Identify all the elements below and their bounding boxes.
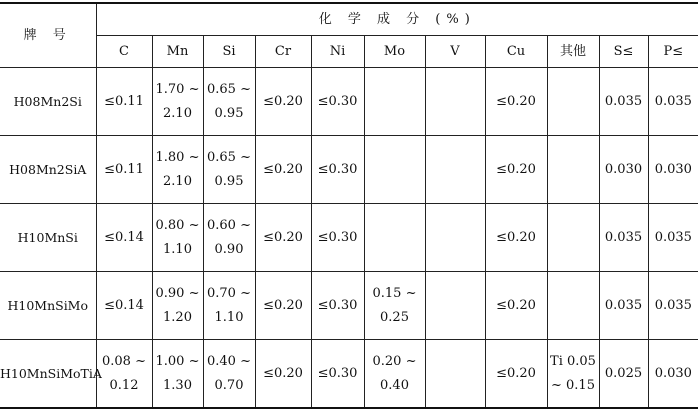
- value-line: 0.15 ~: [372, 285, 417, 301]
- value-cell-p: [648, 68, 698, 136]
- value-cell-mn: [152, 272, 203, 340]
- grade-cell: H08Mn2SiA: [0, 136, 96, 204]
- value-cell-cu: [485, 204, 547, 272]
- value-cell-cr: [255, 136, 311, 204]
- value-cell-ni: [311, 340, 364, 409]
- value-cell-cu: [485, 68, 547, 136]
- value-cell-cr: [255, 68, 311, 136]
- value-cell-c: [96, 204, 152, 272]
- value-line: 2.10: [163, 173, 192, 189]
- value-line: 0.95: [214, 105, 244, 121]
- table-body: [0, 68, 698, 409]
- value-cell-cu: [485, 340, 547, 409]
- value-cell-c: [96, 68, 152, 136]
- value-cell-ni: [311, 136, 364, 204]
- column-header: V: [425, 36, 485, 68]
- value-cell-mo: [364, 68, 425, 136]
- grade-cell: H08Mn2Si: [0, 68, 96, 136]
- value-line: ≤0.14: [104, 297, 144, 313]
- value-cell-other: [547, 272, 599, 340]
- value-cell-mn: [152, 68, 203, 136]
- composition-title: 化 学 成 分 (%): [96, 3, 698, 36]
- column-header: Cu: [485, 36, 547, 68]
- value-cell-si: [203, 340, 255, 409]
- value-line: ≤0.20: [496, 93, 536, 109]
- value-cell-v: [425, 340, 485, 409]
- value-line: ≤0.30: [317, 365, 358, 381]
- value-cell-ni: [311, 272, 364, 340]
- value-line: 0.025: [604, 365, 643, 381]
- value-cell-p: [648, 340, 698, 409]
- value-line: 0.12: [109, 377, 139, 393]
- value-cell-p: [648, 136, 698, 204]
- value-line: 0.25: [380, 309, 409, 325]
- table-row: [0, 136, 698, 204]
- value-line: ~ 0.15: [551, 377, 595, 393]
- value-line: 1.00 ~: [155, 353, 200, 369]
- value-line: 0.70 ~: [207, 285, 251, 301]
- value-line: ≤0.20: [263, 297, 303, 313]
- value-line: ≤0.20: [263, 229, 303, 245]
- value-cell-s: [599, 136, 648, 204]
- value-line: ≤0.11: [104, 93, 144, 109]
- value-line: ≤0.30: [317, 161, 358, 177]
- column-header: P≤: [648, 36, 698, 68]
- column-header: Si: [203, 36, 255, 68]
- table-row: [0, 340, 698, 409]
- grade-cell: H10MnSi: [0, 204, 96, 272]
- value-cell-si: [203, 136, 255, 204]
- value-line: 0.030: [654, 161, 692, 177]
- value-line: 0.08 ~: [102, 353, 146, 369]
- value-cell-mo: [364, 136, 425, 204]
- value-cell-v: [425, 136, 485, 204]
- value-cell-s: [599, 68, 648, 136]
- value-line: ≤0.11: [104, 161, 144, 177]
- value-line: 1.30: [163, 377, 192, 393]
- value-line: 0.65 ~: [207, 149, 251, 165]
- value-line: ≤0.20: [496, 365, 536, 381]
- value-cell-s: [599, 272, 648, 340]
- value-cell-c: [96, 136, 152, 204]
- value-line: 1.10: [214, 309, 244, 325]
- value-line: ≤0.30: [317, 93, 358, 109]
- value-line: ≤0.20: [263, 365, 303, 381]
- value-line: 0.035: [654, 229, 692, 245]
- value-cell-cu: [485, 136, 547, 204]
- value-cell-mo: [364, 272, 425, 340]
- value-line: 0.035: [654, 297, 692, 313]
- value-cell-si: [203, 68, 255, 136]
- value-line: 0.035: [654, 93, 692, 109]
- table-row: [0, 68, 698, 136]
- value-line: 0.65 ~: [207, 81, 251, 97]
- column-header: Mo: [364, 36, 425, 68]
- value-line: 0.90: [214, 241, 244, 257]
- value-line: ≤0.20: [263, 93, 303, 109]
- value-line: 1.80 ~: [155, 149, 200, 165]
- value-cell-cr: [255, 272, 311, 340]
- value-cell-c: [96, 272, 152, 340]
- value-cell-v: [425, 68, 485, 136]
- value-line: ≤0.20: [263, 161, 303, 177]
- column-header: Cr: [255, 36, 311, 68]
- value-cell-other: [547, 204, 599, 272]
- value-cell-cu: [485, 272, 547, 340]
- value-line: 1.70 ~: [155, 81, 200, 97]
- value-line: 0.70: [214, 377, 244, 393]
- value-cell-mn: [152, 204, 203, 272]
- grade-cell: H10MnSiMo: [0, 272, 96, 340]
- column-header: Ni: [311, 36, 364, 68]
- value-line: 0.035: [604, 297, 643, 313]
- value-line: 0.035: [604, 93, 643, 109]
- value-line: 0.035: [604, 229, 643, 245]
- value-line: 0.80 ~: [155, 217, 200, 233]
- value-cell-si: [203, 204, 255, 272]
- value-cell-other: [547, 136, 599, 204]
- value-line: ≤0.20: [496, 229, 536, 245]
- value-line: ≤0.20: [496, 297, 536, 313]
- value-line: ≤0.14: [104, 229, 144, 245]
- value-cell-s: [599, 204, 648, 272]
- value-cell-p: [648, 272, 698, 340]
- value-line: 1.20: [163, 309, 192, 325]
- brand-header: 牌 号: [0, 3, 96, 68]
- column-header-row: [0, 36, 698, 68]
- value-cell-mn: [152, 136, 203, 204]
- value-line: Ti 0.05: [550, 353, 596, 369]
- value-line: 0.90 ~: [155, 285, 200, 301]
- value-line: ≤0.20: [496, 161, 536, 177]
- value-cell-other: [547, 340, 599, 409]
- value-line: 0.20 ~: [372, 353, 417, 369]
- value-line: 0.60 ~: [207, 217, 251, 233]
- value-line: 2.10: [163, 105, 192, 121]
- value-cell-cr: [255, 204, 311, 272]
- grade-cell: H10MnSiMoTiA: [0, 340, 96, 409]
- value-cell-other: [547, 68, 599, 136]
- table-row: [0, 272, 698, 340]
- value-cell-p: [648, 204, 698, 272]
- value-cell-v: [425, 204, 485, 272]
- value-cell-cr: [255, 340, 311, 409]
- value-cell-mn: [152, 340, 203, 409]
- value-line: 0.40 ~: [207, 353, 251, 369]
- value-cell-si: [203, 272, 255, 340]
- chemical-composition-table: [0, 2, 698, 409]
- value-cell-v: [425, 272, 485, 340]
- table-row: [0, 204, 698, 272]
- value-line: 0.030: [654, 365, 692, 381]
- value-line: ≤0.30: [317, 229, 358, 245]
- value-line: 0.030: [604, 161, 643, 177]
- column-header: 其他: [547, 36, 599, 68]
- column-header: S≤: [599, 36, 648, 68]
- value-line: 0.40: [380, 377, 409, 393]
- value-line: 1.10: [163, 241, 192, 257]
- value-cell-ni: [311, 68, 364, 136]
- value-line: 0.95: [214, 173, 244, 189]
- value-cell-c: [96, 340, 152, 409]
- value-cell-mo: [364, 340, 425, 409]
- column-header: Mn: [152, 36, 203, 68]
- value-cell-ni: [311, 204, 364, 272]
- value-line: ≤0.30: [317, 297, 358, 313]
- column-header: C: [96, 36, 152, 68]
- value-cell-mo: [364, 204, 425, 272]
- value-cell-s: [599, 340, 648, 409]
